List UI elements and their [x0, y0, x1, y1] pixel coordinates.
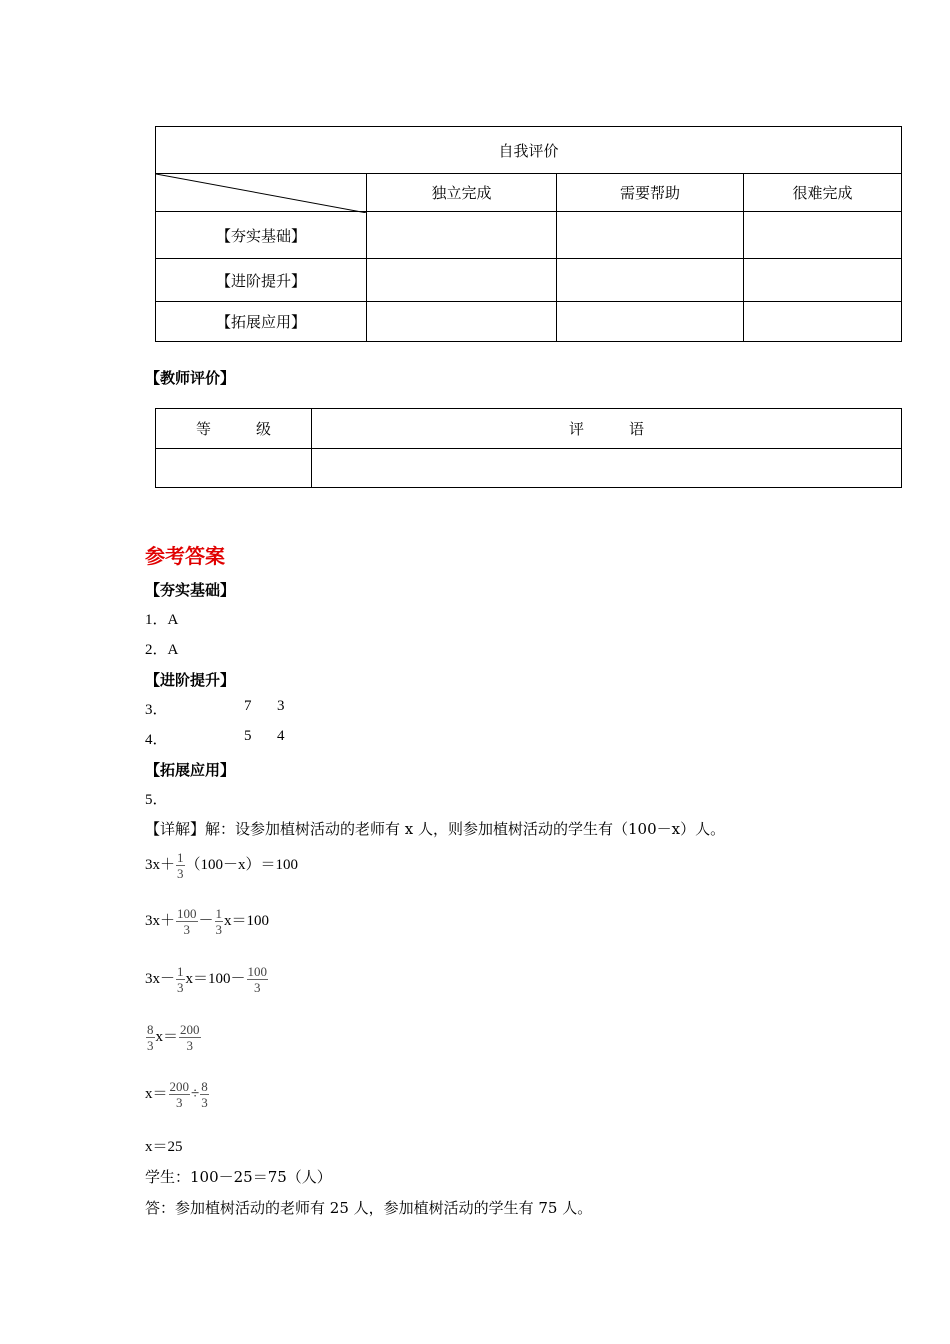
student-calc: 学生：100－25＝75（人）	[145, 1168, 332, 1186]
row-label-advanced: 【进阶提升】	[156, 259, 367, 302]
equation-2: 3x＋ $\frac{100}{3}$ － $\frac{1}{3}$ x＝100	[145, 906, 270, 937]
equation-5: x＝ $\frac{200}{3}$ ÷ $\frac{8}{3}$	[145, 1079, 208, 1110]
section-basic: 【夯实基础】	[145, 581, 236, 599]
answer-5: 5．	[145, 792, 168, 808]
fraction: $\frac{200}{3}$	[180, 1022, 200, 1053]
eq1-right: （100－x）＝100	[185, 856, 299, 873]
comment-header: 评 语	[312, 409, 902, 449]
fraction: $\frac{8}{3}$	[201, 1079, 208, 1110]
table-cell[interactable]	[557, 302, 744, 342]
table-cell[interactable]	[557, 259, 744, 302]
answer-3-value-b: 3	[277, 698, 285, 714]
row-label-extension: 【拓展应用】	[156, 302, 367, 342]
table-cell[interactable]	[367, 212, 557, 259]
diagonal-header-cell	[156, 174, 367, 212]
answer-1: 1．A	[145, 612, 179, 628]
teacher-eval-heading: 【教师评价】	[145, 369, 236, 387]
equation-1	[145, 850, 298, 881]
answers-title: 参考答案	[145, 544, 225, 568]
teacher-evaluation-table	[155, 408, 902, 488]
fraction: $\frac{1}{3}$	[177, 850, 184, 881]
table-cell[interactable]	[367, 302, 557, 342]
fraction: $\frac{8}{3}$	[147, 1022, 154, 1053]
row-label-basic: 【夯实基础】	[156, 212, 367, 259]
self-evaluation-table	[155, 126, 902, 342]
fraction: $\frac{100}{3}$	[177, 906, 197, 937]
fraction: $\frac{1}{3}$	[215, 906, 223, 937]
table-cell[interactable]	[744, 259, 902, 302]
section-advanced: 【进阶提升】	[145, 671, 236, 689]
col-header-difficult: 很难完成	[744, 174, 902, 212]
col-header-independent: 独立完成	[367, 174, 557, 212]
grade-header: 等 级	[156, 409, 312, 449]
answer-4-value-a: 5	[244, 728, 252, 744]
table-cell[interactable]	[744, 302, 902, 342]
eq1-left: 3x＋	[145, 856, 176, 873]
diagonal-line	[156, 174, 367, 213]
table-cell[interactable]	[367, 259, 557, 302]
final-answer: 答：参加植树活动的老师有 25 人，参加植树活动的学生有 75 人。	[145, 1199, 593, 1217]
table-cell[interactable]	[557, 212, 744, 259]
table-cell[interactable]	[744, 212, 902, 259]
comment-cell[interactable]	[312, 449, 902, 488]
equation-3: 3x－ $\frac{1}{3}$ x＝100－ $\frac{100}{3}$	[145, 964, 268, 995]
section-extension: 【拓展应用】	[145, 761, 236, 779]
equation-6: x＝25	[145, 1139, 183, 1155]
self-eval-title: 自我评价	[156, 127, 902, 174]
answer-3-value-a: 7	[244, 698, 252, 714]
detail-explanation: 【详解】解：设参加植树活动的老师有 x 人，则参加植树活动的学生有（100－x）人。	[145, 820, 726, 838]
answer-4: 4．	[145, 732, 168, 748]
answer-3: 3．	[145, 702, 168, 718]
fraction: $\frac{100}{3}$	[247, 964, 268, 995]
fraction: $\frac{200}{3}$	[169, 1079, 190, 1110]
answer-2: 2．A	[145, 642, 179, 658]
equation-4: $\frac{8}{3}$ x＝ $\frac{200}{3}$	[147, 1022, 200, 1053]
answer-4-value-b: 4	[277, 728, 285, 744]
fraction: $\frac{1}{3}$	[177, 964, 184, 995]
col-header-need-help: 需要帮助	[557, 174, 744, 212]
grade-cell[interactable]	[156, 449, 312, 488]
